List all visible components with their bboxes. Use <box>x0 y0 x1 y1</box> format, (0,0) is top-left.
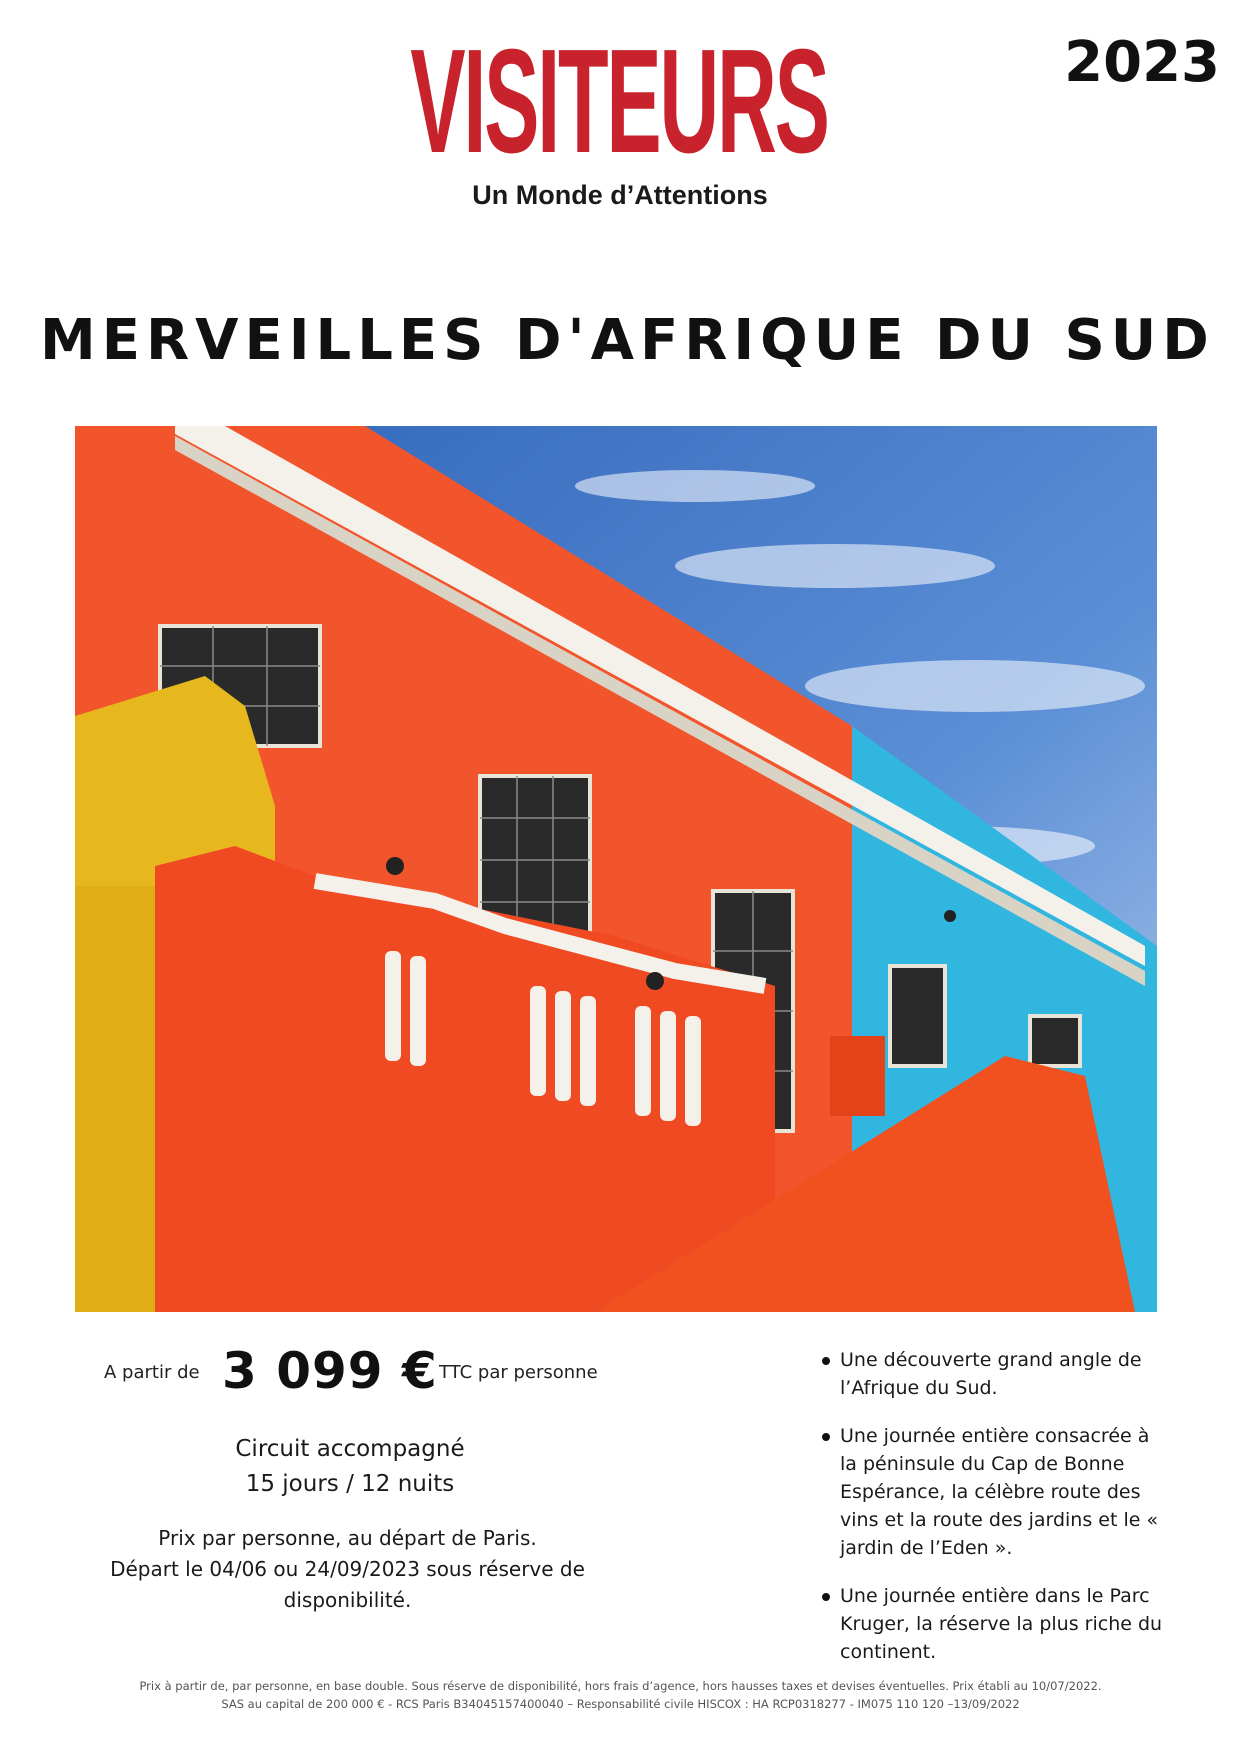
bullet-icon <box>822 1357 830 1365</box>
legal-notice <box>60 1677 1181 1713</box>
highlight-item <box>822 1422 1172 1562</box>
highlight-text: Une découverte grand angle de l’Afrique du Sud. <box>840 1349 1142 1399</box>
legal-line: SAS au capital de 200 000 € - RCS Paris B34045157400040 – Responsabilité civile HISCOX : HA RCP0318277 - IM075 110 120 –13/09/2022 <box>221 1697 1020 1711</box>
conditions-line: Départ le 04/06 ou 24/09/2023 sous réserve de <box>110 1557 585 1581</box>
highlight-text: Une journée entière consacrée à la péninsule du Cap de Bonne Espérance, la célèbre route des vins et la route des jardins et le « jardin de l’Eden ». <box>840 1425 1159 1559</box>
circuit-type: Circuit accompagné <box>235 1436 465 1462</box>
hero-photo-illustration <box>75 426 1157 1312</box>
brand-tagline: Un Monde d’Attentions <box>472 180 768 210</box>
highlight-item <box>822 1346 1172 1402</box>
year-label: 2023 <box>1064 30 1220 95</box>
page-title: MERVEILLES D'AFRIQUE DU SUD <box>40 308 1215 373</box>
brand-logo: VISITEURS <box>410 19 828 184</box>
hero-photo <box>75 426 1157 1312</box>
highlights-list <box>822 1346 1172 1686</box>
conditions-line: Prix par personne, au départ de Paris. <box>158 1526 537 1550</box>
highlight-item <box>822 1582 1172 1666</box>
price-suffix: TTC par personne <box>439 1362 598 1383</box>
legal-line: Prix à partir de, par personne, en base double. Sous réserve de disponibilité, hors frais d’agence, hors hausses taxes et devises éventuelles. Prix établi au 10/07/2022. <box>139 1679 1102 1693</box>
circuit-duration: 15 jours / 12 nuits <box>245 1471 455 1497</box>
price-value: 3 099 € <box>222 1342 438 1400</box>
highlight-text: Une journée entière dans le Parc Kruger, la réserve la plus riche du continent. <box>840 1585 1163 1663</box>
bullet-icon <box>822 1433 830 1441</box>
price-prefix: A partir de <box>104 1362 200 1383</box>
circuit-info <box>150 1432 550 1502</box>
bullet-icon <box>822 1593 830 1601</box>
departure-conditions <box>70 1523 625 1616</box>
conditions-line: disponibilité. <box>283 1588 412 1612</box>
